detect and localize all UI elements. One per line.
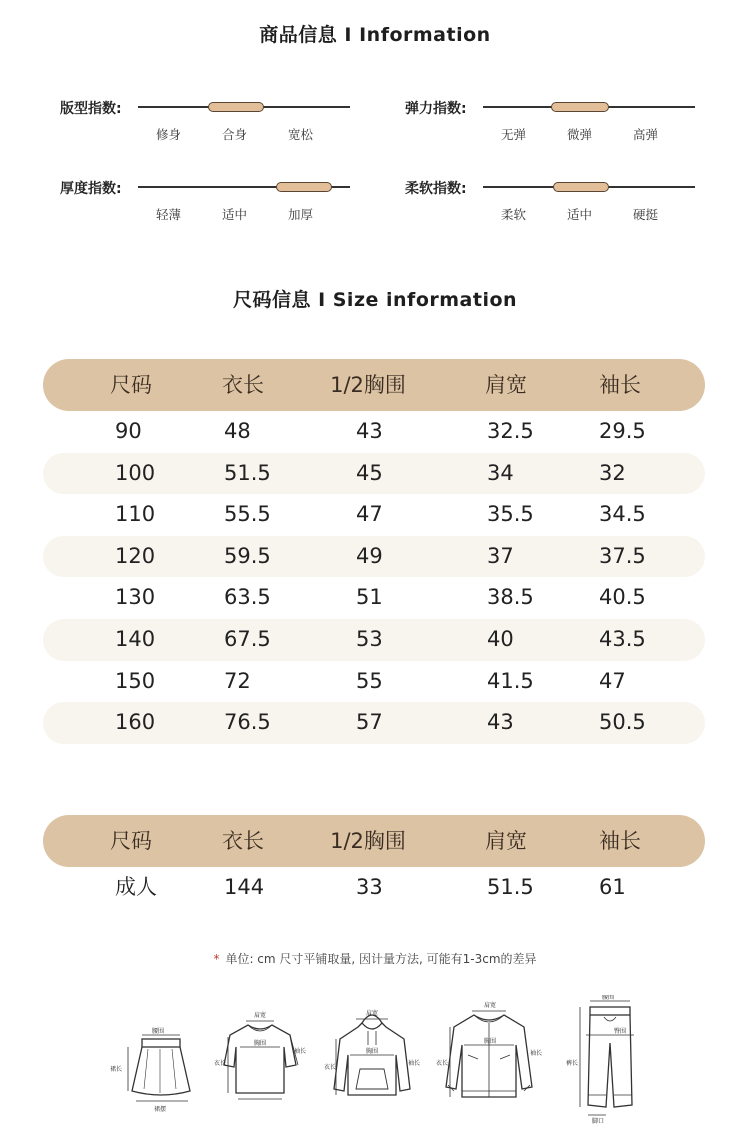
elasticity-index-marker — [551, 102, 609, 112]
hoodie-sleeve-label: 袖长 — [408, 1060, 421, 1067]
cell-size: 160 — [115, 710, 156, 735]
cell-half-chest: 47 — [356, 502, 383, 527]
cell-shoulder: 41.5 — [487, 668, 534, 693]
table-row — [43, 453, 705, 495]
cell-length: 51.5 — [224, 460, 271, 485]
table-row — [43, 619, 705, 661]
cell-half-chest: 57 — [356, 710, 383, 735]
header-half-chest: 1/2胸围 — [330, 373, 406, 397]
size-info-title: 尺码信息 I Size information — [232, 289, 518, 311]
cell-shoulder: 35.5 — [487, 502, 534, 527]
elasticity-option-none: 无弹 — [501, 127, 527, 142]
table-row — [43, 702, 705, 744]
header-sleeve: 袖长 — [599, 373, 641, 397]
cell-shoulder: 43 — [487, 710, 514, 735]
fit-index-marker — [208, 102, 264, 112]
thickness-option-thick: 加厚 — [288, 207, 314, 222]
adult-cell-shoulder: 51.5 — [487, 875, 534, 899]
fit-index — [60, 98, 380, 158]
cell-half-chest: 55 — [356, 668, 383, 693]
cell-half-chest: 49 — [356, 543, 383, 568]
softness-index — [405, 178, 725, 238]
adult-cell-length: 144 — [224, 875, 265, 899]
cell-length: 48 — [224, 419, 251, 443]
size-table-header — [43, 359, 705, 411]
adult-header-length: 衣长 — [222, 829, 264, 853]
cell-sleeve: 32 — [599, 460, 626, 485]
adult-cell-sleeve: 61 — [599, 875, 626, 899]
elasticity-option-high: 高弹 — [633, 127, 659, 142]
cell-half-chest: 43 — [356, 419, 383, 443]
adult-size-table — [43, 815, 705, 909]
hoodie-length-label: 衣长 — [324, 1064, 337, 1071]
adult-header-half-chest: 1/2胸围 — [330, 829, 406, 853]
cell-shoulder: 37 — [487, 543, 514, 568]
note-text: 单位: cm 尺寸平铺取量, 因计量方法, 可能有1-3cm的差异 — [225, 952, 537, 966]
cell-size: 140 — [115, 626, 156, 651]
jacket-length-label: 衣长 — [436, 1060, 449, 1067]
skirt-hem-label: 裙摆 — [154, 1106, 167, 1113]
table-row — [43, 494, 705, 536]
cell-shoulder: 34 — [487, 460, 514, 485]
note-star: * — [213, 952, 220, 966]
softness-option-stiff: 硬挺 — [633, 207, 659, 222]
elasticity-option-slight: 微弹 — [567, 127, 593, 142]
tshirt-diagram-icon — [210, 995, 310, 1120]
cell-shoulder: 40 — [487, 626, 514, 651]
cell-sleeve: 43.5 — [599, 626, 646, 651]
skirt-length-label: 裙长 — [110, 1066, 123, 1073]
skirt-waist-label: 腰围 — [152, 1028, 165, 1035]
adult-header-size: 尺码 — [110, 829, 152, 853]
tshirt-length-label: 衣长 — [214, 1060, 227, 1067]
cell-length: 76.5 — [224, 710, 271, 735]
elasticity-index — [405, 98, 725, 158]
jacket-sleeve-label: 袖长 — [530, 1050, 543, 1057]
cell-size: 150 — [115, 668, 156, 693]
cell-length: 55.5 — [224, 502, 271, 527]
cell-size: 120 — [115, 543, 156, 568]
header-shoulder: 肩宽 — [485, 373, 527, 397]
thickness-index-label: 厚度指数: — [60, 181, 122, 197]
cell-size: 130 — [115, 585, 156, 610]
cell-sleeve: 34.5 — [599, 502, 646, 527]
cell-half-chest: 51 — [356, 585, 383, 610]
header-size: 尺码 — [110, 373, 152, 397]
hoodie-diagram-icon — [322, 995, 422, 1120]
softness-index-label: 柔软指数: — [405, 181, 467, 197]
table-row — [43, 536, 705, 578]
thickness-index-marker — [276, 182, 332, 192]
pants-length-label: 裤长 — [566, 1060, 579, 1067]
adult-cell-half-chest: 33 — [356, 875, 383, 899]
elasticity-index-label: 弹力指数: — [405, 101, 467, 117]
cell-half-chest: 53 — [356, 626, 383, 651]
thickness-option-thin: 轻薄 — [156, 207, 182, 222]
tshirt-shoulder-label: 肩宽 — [254, 1012, 267, 1019]
cell-half-chest: 45 — [356, 460, 383, 485]
fit-option-slim: 修身 — [156, 127, 182, 142]
thickness-index — [60, 178, 380, 238]
softness-option-soft: 柔软 — [501, 207, 527, 222]
size-table-body — [43, 411, 705, 744]
cell-length: 67.5 — [224, 626, 271, 651]
header-length: 衣长 — [222, 373, 264, 397]
cell-shoulder: 38.5 — [487, 585, 534, 610]
product-info-title: 商品信息 I Information — [259, 24, 491, 46]
hoodie-chest-label: 胸围 — [366, 1048, 379, 1055]
cell-sleeve: 37.5 — [599, 543, 646, 568]
softness-index-marker — [553, 182, 609, 192]
cell-length: 59.5 — [224, 543, 271, 568]
cell-length: 63.5 — [224, 585, 271, 610]
tshirt-sleeve-label: 袖长 — [294, 1048, 307, 1055]
skirt-diagram-icon — [108, 995, 208, 1120]
softness-option-medium: 适中 — [567, 207, 593, 222]
adult-cell-size: 成人 — [115, 875, 157, 899]
cell-sleeve: 40.5 — [599, 585, 646, 610]
cell-shoulder: 32.5 — [487, 419, 534, 443]
table-row — [43, 661, 705, 703]
cell-size: 100 — [115, 460, 156, 485]
jacket-chest-label: 胸围 — [484, 1038, 497, 1045]
cell-sleeve: 29.5 — [599, 419, 646, 443]
hoodie-shoulder-label: 肩宽 — [366, 1010, 379, 1017]
cell-length: 72 — [224, 668, 251, 693]
adult-header-sleeve: 袖长 — [599, 829, 641, 853]
fit-index-label: 版型指数: — [60, 101, 122, 117]
cell-sleeve: 47 — [599, 668, 626, 693]
adult-size-table-header — [43, 815, 705, 867]
thickness-option-medium: 适中 — [222, 207, 248, 222]
table-row — [43, 577, 705, 619]
fit-option-regular: 合身 — [222, 127, 248, 142]
jacket-shoulder-label: 肩宽 — [484, 1002, 497, 1009]
tshirt-chest-label: 胸围 — [254, 1040, 267, 1047]
pants-hem-label: 脚口 — [592, 1118, 605, 1125]
measurement-note — [0, 950, 750, 967]
cell-sleeve: 50.5 — [599, 710, 646, 735]
fit-option-loose: 宽松 — [288, 127, 314, 142]
adult-table-row — [43, 867, 705, 909]
cell-size: 110 — [115, 502, 156, 527]
pants-diagram-icon — [556, 995, 656, 1130]
jacket-diagram-icon — [434, 995, 544, 1120]
cell-size: 90 — [115, 419, 142, 443]
adult-header-shoulder: 肩宽 — [485, 829, 527, 853]
table-row — [43, 411, 705, 453]
pants-hip-label: 臀围 — [614, 1028, 627, 1035]
pants-waist-label: 腰围 — [602, 995, 615, 1001]
size-table — [43, 359, 705, 744]
